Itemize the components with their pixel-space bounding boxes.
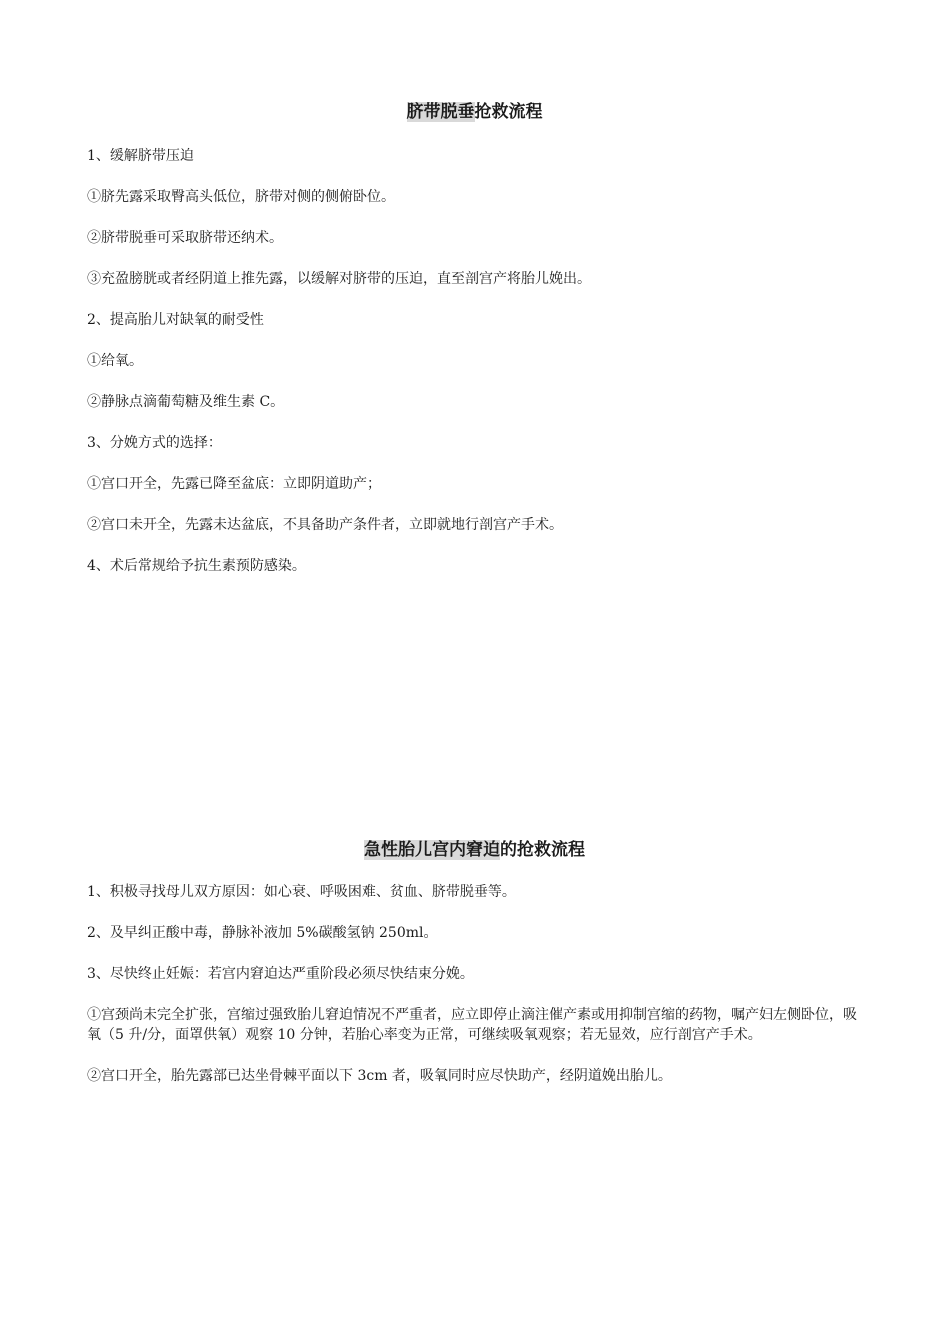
section-umbilical-cord-prolapse <box>87 100 862 597</box>
title-highlight: 急性胎儿宫内窘迫 <box>364 840 500 860</box>
title-highlight: 脐带脱垂 <box>406 102 475 122</box>
paragraph: ②宫口未开全，先露未达盆底，不具备助产条件者，立即就地行剖宫产手术。 <box>87 517 563 533</box>
section-fetal-distress <box>87 838 862 1107</box>
paragraph: ②脐带脱垂可采取脐带还纳术。 <box>87 230 283 246</box>
paragraph: ①宫口开全，先露已降至盆底：立即阴道助产； <box>87 476 381 492</box>
paragraph: ③充盈膀胱或者经阴道上推先露，以缓解对脐带的压迫，直至剖宫产将胎儿娩出。 <box>87 271 591 287</box>
paragraph: ①宫颈尚未完全扩张，宫缩过强致胎儿窘迫情况不严重者，应立即停止滴注催产素或用抑制宫缩的药物，嘱产妇左侧卧位，吸氧（5 升/分，面罩供氧）观察 10 分钟，若胎心率变为正常，可继续吸氧观察；若无显效，应行剖宫产手术。 <box>87 1007 857 1043</box>
section-title <box>406 100 544 124</box>
paragraph: 2、提高胎儿对缺氧的耐受性 <box>87 312 264 328</box>
paragraph: 1、缓解脐带压迫 <box>87 148 194 164</box>
section-title <box>363 838 586 862</box>
paragraph: ②静脉点滴葡萄糖及维生素 C。 <box>87 394 285 410</box>
paragraph: ①脐先露采取臀高头低位，脐带对侧的侧俯卧位。 <box>87 189 395 205</box>
paragraph: ①给氧。 <box>87 353 143 369</box>
paragraph: 2、及早纠正酸中毒，静脉补液加 5%碳酸氢钠 250ml。 <box>87 925 438 941</box>
paragraph: 3、尽快终止妊娠：若宫内窘迫达严重阶段必须尽快结束分娩。 <box>87 966 474 982</box>
title-rest: 的抢救流程 <box>500 840 585 860</box>
paragraph: 1、积极寻找母儿双方原因：如心衰、呼吸困难、贫血、脐带脱垂等。 <box>87 884 516 900</box>
paragraph: 3、分娩方式的选择： <box>87 435 222 451</box>
paragraph: ②宫口开全，胎先露部已达坐骨棘平面以下 3cm 者，吸氧同时应尽快助产，经阴道娩出胎儿。 <box>87 1068 672 1084</box>
section-title-wrap <box>87 100 862 124</box>
title-rest: 抢救流程 <box>474 102 543 122</box>
section-title-wrap <box>87 838 862 862</box>
paragraph: 4、术后常规给予抗生素预防感染。 <box>87 558 306 574</box>
